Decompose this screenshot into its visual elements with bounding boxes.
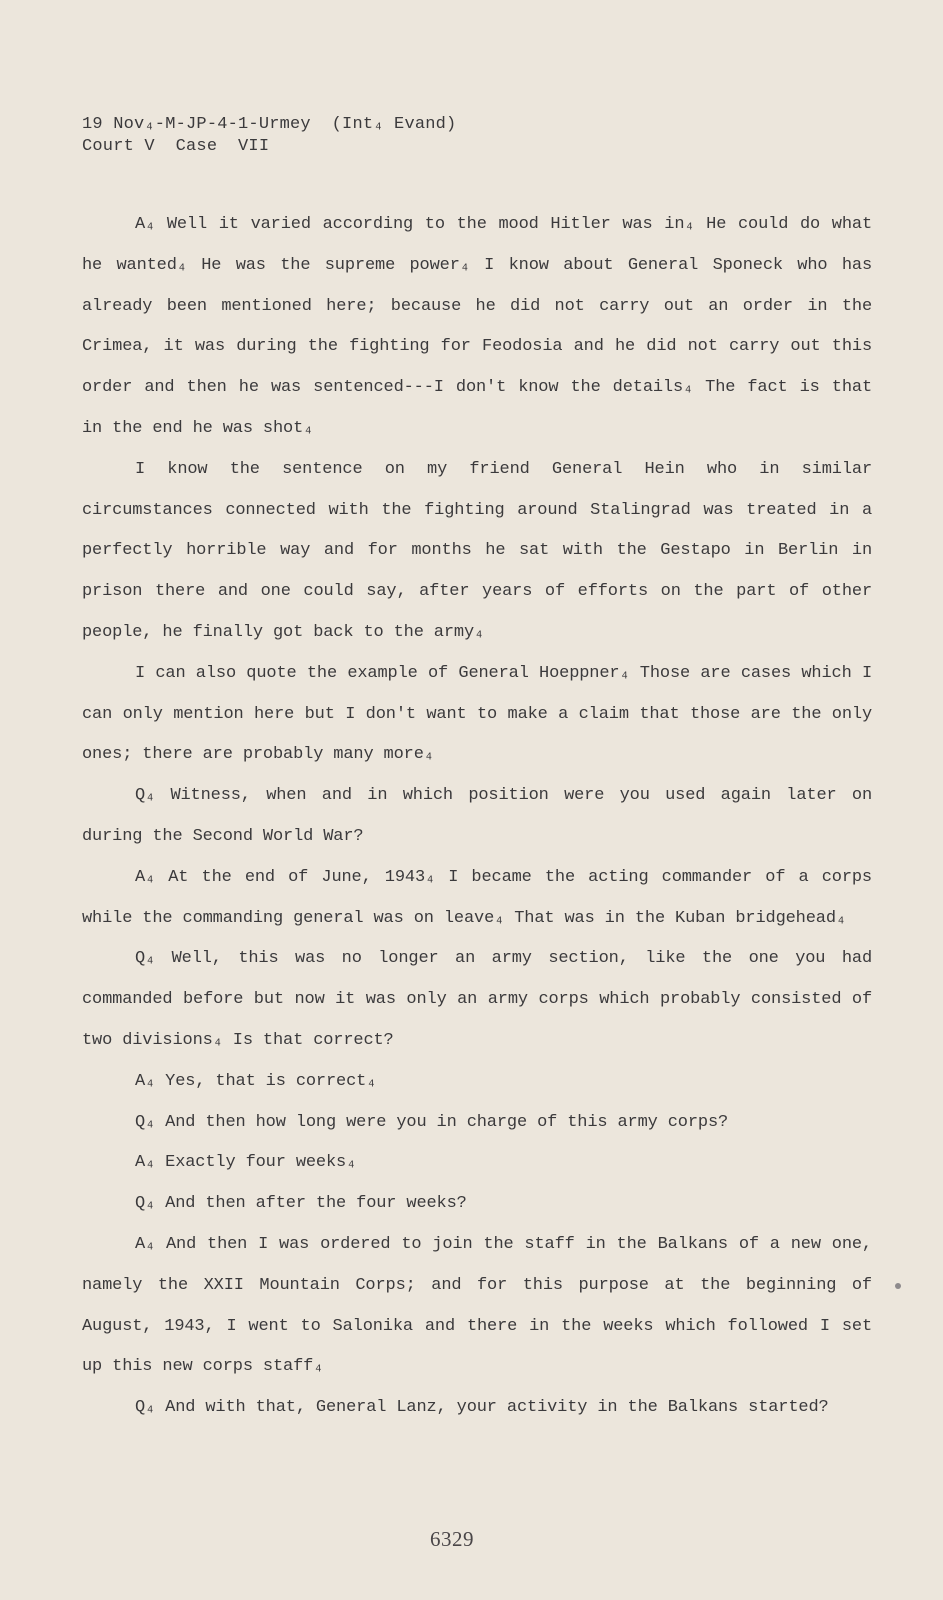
transcript-paragraph: Q₄ Witness, when and in which position were you used again later on during the Second World War? [82,786,872,846]
transcript-paragraph: I can also quote the example of General Hoeppner₄ Those are cases which I can only mention here but I don't want to make a claim that those are the only ones; there are probably many more₄ [82,663,872,765]
transcript-paragraph: Q₄ And then how long were you in charge of this army corps? [135,1112,729,1132]
paper-speck [895,1283,901,1289]
transcript-paragraph: I know the sentence on my friend General Hein who in similar circumstances connected with the fighting around Stalingrad was treated in a perfectly horrible way and for months he sat with the Gestapo in Berlin in prison there and one could say, after years of efforts on the part of other people, he finally got back to the army₄ [82,459,872,642]
transcript-paragraph: Q₄ And with that, General Lanz, your activity in the Balkans started? [135,1398,829,1418]
transcript-paragraph: A₄ Exactly four weeks₄ [135,1153,357,1173]
transcript-paragraph: Q₄ And then after the four weeks? [135,1194,467,1214]
transcript-paragraph: A₄ Well it varied according to the mood Hitler was in₄ He could do what he wanted₄ He was the supreme power₄ I know about General Sponeck who has already been mentioned here; because he did not carry out an order in the Crimea, it was during the fighting for Feodosia and he did not carry out this order and then he was sentenced---I don't know the details₄ The fact is that in the end he was shot₄ [82,215,872,438]
transcript-body [82,205,872,1429]
transcript-paragraph: A₄ Yes, that is correct₄ [135,1071,377,1091]
transcript-paragraph: A₄ And then I was ordered to join the staff in the Balkans of a new one, namely the XXII Mountain Corps; and for this purpose at the beginning of August, 1943, I went to Salonika and there in the weeks which followed I set up this new corps staff₄ [82,1234,872,1377]
transcript-paragraph: A₄ At the end of June, 1943₄ I became the acting commander of a corps while the commanding general was on leave₄ That was in the Kuban bridgehead₄ [82,867,872,928]
transcript-paragraph: Q₄ Well, this was no longer an army section, like the one you had commanded before but now it was only an army corps which probably consisted of two divisions₄ Is that correct? [82,949,872,1050]
document-header [82,114,456,158]
header-reference-line: 19 Nov₄-M-JP-4-1-Urmey (Int₄ Evand) [82,115,457,134]
header-court-case-line: Court V Case VII [82,137,270,156]
page-number: 6329 [430,1527,474,1551]
